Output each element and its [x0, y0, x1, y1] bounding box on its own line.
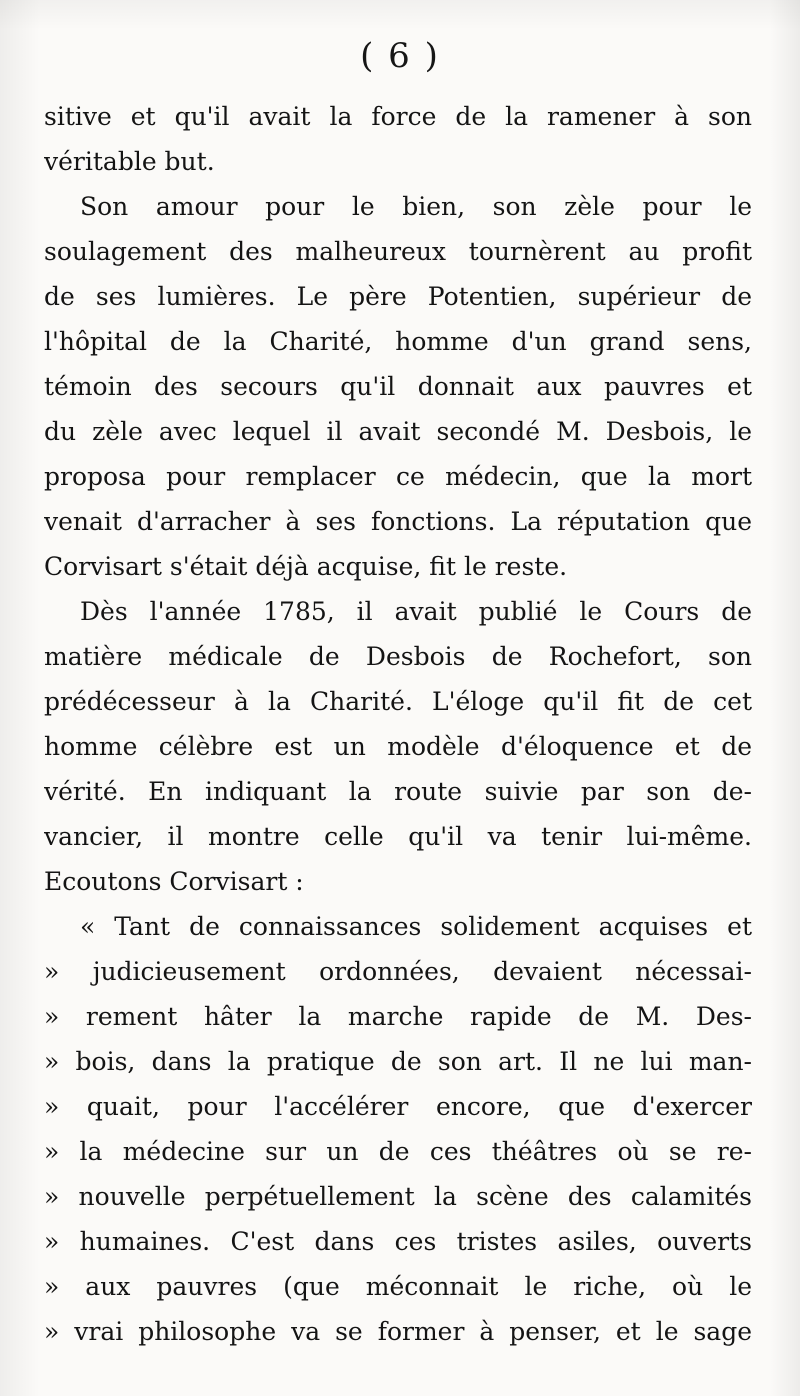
text-line: du zèle avec lequel il avait secondé M. Desbois, le	[44, 417, 752, 446]
text-line: véritable but.	[44, 147, 215, 176]
text-line: Son amour pour le bien, son zèle pour le	[80, 192, 752, 221]
text-line: Corvisart s'était déjà acquise, fit le reste.	[44, 552, 568, 581]
quote-line: » aux pauvres (que méconnait le riche, où le	[44, 1272, 752, 1301]
quote-line: » nouvelle perpétuellement la scène des calamités	[44, 1182, 752, 1211]
text-line: matière médicale de Desbois de Rochefort, son	[44, 642, 752, 671]
page-number: ( 6 )	[360, 36, 440, 76]
text-line: vérité. En indiquant la route suivie par son de-	[44, 777, 752, 806]
text-line: Dès l'année 1785, il avait publié le Cours de	[80, 597, 752, 626]
text-line: proposa pour remplacer ce médecin, que la mort	[44, 462, 752, 491]
text-line: venait d'arracher à ses fonctions. La réputation que	[44, 507, 752, 536]
quote-line: » bois, dans la pratique de son art. Il ne lui man-	[44, 1047, 752, 1076]
quote-line: « Tant de connaissances solidement acquises et	[80, 912, 752, 941]
text-line: vancier, il montre celle qu'il va tenir lui-même.	[44, 822, 752, 851]
text-line: témoin des secours qu'il donnait aux pauvres et	[44, 372, 752, 401]
quote-line: » judicieusement ordonnées, devaient nécessai-	[44, 957, 752, 986]
quote-line: » humaines. C'est dans ces tristes asiles, ouverts	[44, 1227, 752, 1256]
quote-line: » quait, pour l'accélérer encore, que d'exercer	[44, 1092, 752, 1121]
text-line: Ecoutons Corvisart :	[44, 867, 304, 896]
text-line: de ses lumières. Le père Potentien, supérieur de	[44, 282, 752, 311]
quote-line: » vrai philosophe va se former à penser, et le sage	[44, 1317, 752, 1346]
text-line: homme célèbre est un modèle d'éloquence et de	[44, 732, 752, 761]
text-line: prédécesseur à la Charité. L'éloge qu'il fit de cet	[44, 687, 752, 716]
page-body	[44, 94, 752, 1354]
quote-line: » la médecine sur un de ces théâtres où se re-	[44, 1137, 752, 1166]
text-line: sitive et qu'il avait la force de la ramener à son	[44, 102, 752, 131]
text-line: l'hôpital de la Charité, homme d'un grand sens,	[44, 327, 752, 356]
quote-line: » rement hâter la marche rapide de M. Des-	[44, 1002, 752, 1031]
text-line: soulagement des malheureux tournèrent au profit	[44, 237, 752, 266]
